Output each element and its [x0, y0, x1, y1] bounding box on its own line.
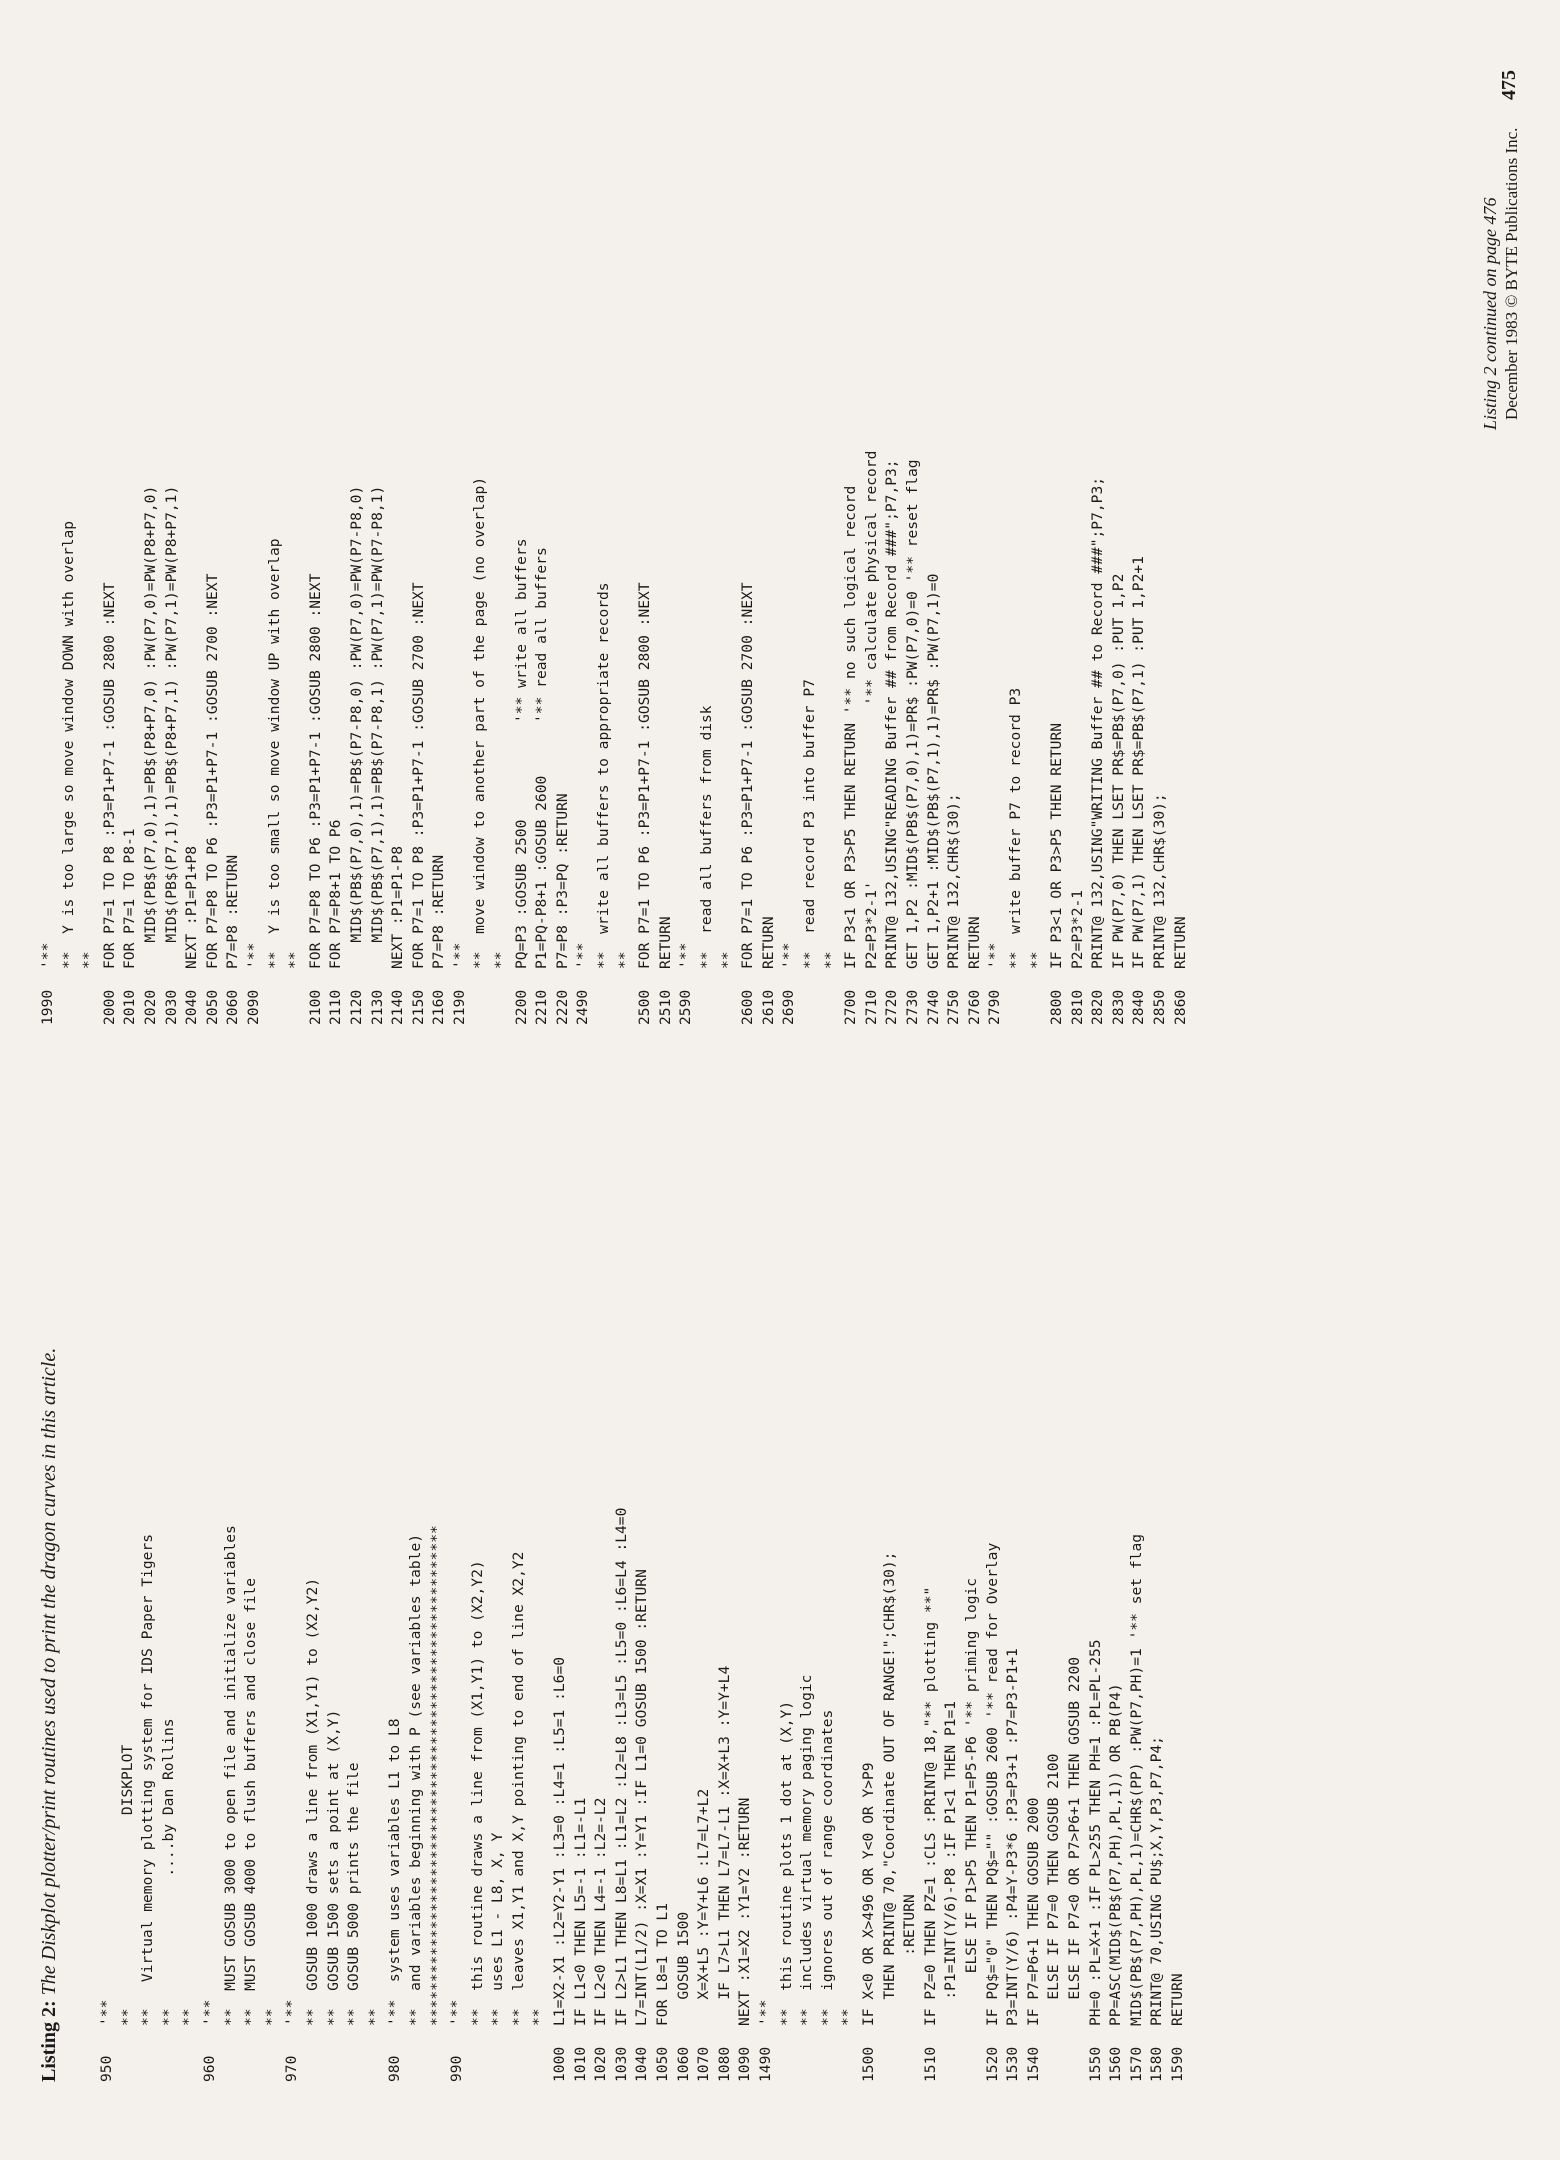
code-line [203, 35, 224, 1025]
code-line [594, 35, 615, 1025]
left-code-lines [97, 1092, 1188, 2082]
line-number: 2740 [924, 989, 942, 1025]
code-line [859, 1092, 880, 2082]
code-line [244, 35, 265, 1025]
line-number: 2710 [862, 989, 880, 1025]
line-number: 2040 [183, 989, 201, 1025]
code-text: '** [200, 1999, 218, 2026]
code-text: RETURN [1171, 916, 1189, 969]
code-text: P1=PQ-P8+1 :GOSUB 2600 '** read all buffers [533, 547, 551, 969]
line-number: 1040 [633, 2046, 651, 2082]
code-line [777, 1092, 798, 2082]
line-number: 2510 [656, 989, 674, 1025]
code-text: IF P7=P6+1 THEN GOSUB 2000 [1024, 1797, 1042, 2026]
code-line [1086, 1092, 1107, 2082]
code-line [921, 1092, 942, 2082]
code-text: P2=P3*2-1' '** calculate physical record [862, 450, 880, 969]
code-text: ** leaves X1,Y1 and X,Y pointing to end of line X2,Y2 [509, 1551, 527, 2026]
code-line [368, 35, 389, 1025]
line-number: 2100 [306, 989, 324, 1025]
line-number: 1510 [921, 2046, 939, 2082]
code-text: IF L7>L1 THEN L7=L7-L1 :X=X+L3 :Y=Y+L4 [715, 1665, 733, 2026]
line-number: 950 [98, 2055, 115, 2082]
code-line [282, 1092, 303, 2082]
code-text: ** DISKPLOT [118, 1744, 136, 2026]
code-text: ** MUST GOSUB 3000 to open file and initialize variables [221, 1525, 239, 2026]
code-text: FOR P7=1 TO P8 :P3=P1+P7-1 :GOSUB 2700 :NEXT [409, 582, 427, 969]
code-text: X=X+L5 :Y=Y+L6 :L7=L7+L2 [695, 1788, 713, 2026]
code-line [962, 1092, 983, 2082]
line-number: 2750 [945, 989, 963, 1025]
code-text: IF PQ$="0" THEN PQ$="" :GOSUB 2600 '** read for Overlay [983, 1542, 1001, 2026]
code-line [529, 1092, 550, 2082]
code-line [138, 1092, 159, 2082]
line-number: 2130 [368, 989, 386, 1025]
code-text: ** and variables beginning with P (see variables table) [406, 1533, 424, 2026]
code-line [532, 35, 553, 1025]
code-text: P2=P3*2-1 [1068, 889, 1086, 969]
line-number: 2830 [1109, 989, 1127, 1025]
code-text: NEXT :P1=P1+P8 [183, 845, 201, 969]
code-text: FOR P7=1 TO P8-1 [121, 828, 139, 969]
code-text: ** write all buffers to appropriate records [595, 582, 613, 969]
code-text: ** uses L1 - L8, X, Y [489, 1832, 507, 2026]
line-number: 1590 [1168, 2046, 1186, 2082]
line-number: 980 [386, 2055, 404, 2082]
line-number: 2150 [409, 989, 427, 1025]
code-line [241, 1092, 262, 2082]
line-number: 2800 [1048, 989, 1066, 1025]
code-text: ********************************************************* [427, 1525, 445, 2026]
code-line [1003, 1092, 1024, 2082]
line-number: 2860 [1171, 989, 1189, 1025]
code-text: PQ=P3 :GOSUB 2500 '** write all buffers [512, 538, 530, 969]
line-number: 2760 [965, 989, 983, 1025]
code-line [715, 1092, 736, 2082]
code-text: P7=P8 :RETURN [224, 854, 242, 969]
code-text: IF L2<0 THEN L4=-1 :L2=-L2 [592, 1797, 610, 2026]
code-line [573, 35, 594, 1025]
code-line [924, 35, 945, 1025]
line-number: 1580 [1148, 2046, 1166, 2082]
code-line [632, 1092, 653, 2082]
code-text: ELSE IF P7<0 OR P7>P6+1 THEN GOSUB 2200 [1065, 1656, 1083, 2026]
code-line [385, 1092, 406, 2082]
line-number: 1500 [859, 2046, 877, 2082]
code-text: MID$(PB$(P7,0),1)=PB$(P8+P7,0) :PW(P7,0)=PW(P8+P7,0) [141, 485, 159, 969]
code-line [985, 35, 1006, 1025]
code-line [1024, 1092, 1045, 2082]
code-line [880, 1092, 901, 2082]
code-text: PRINT@ 132,USING"WRITING Buffer ## to Record ###";P7,P3; [1089, 476, 1107, 969]
code-text: RETURN [759, 916, 777, 969]
code-line [800, 35, 821, 1025]
right-code-lines [38, 35, 1191, 1025]
listing-left-column [38, 1092, 1188, 2082]
code-line [612, 1092, 633, 2082]
code-line [653, 1092, 674, 2082]
code-line [697, 35, 718, 1025]
code-line [347, 35, 368, 1025]
code-line [59, 35, 80, 1025]
code-line [882, 35, 903, 1025]
code-line [512, 35, 533, 1025]
code-text: ** this routine plots 1 dot at (X,Y) [777, 1700, 795, 2026]
code-text: GOSUB 1500 [674, 1911, 692, 2026]
line-number: 1070 [695, 2046, 713, 2082]
footer-date: December 1983 © BYTE Publications Inc. [1502, 127, 1521, 420]
code-text: FOR P7=P8+1 TO P6 [327, 819, 345, 969]
code-text: L7=INT(L1/2) :X=X1 :Y=Y1 :IF L1=0 GOSUB 1500 :RETURN [633, 1569, 651, 2026]
line-number: 2140 [389, 989, 407, 1025]
line-number: 2190 [450, 989, 468, 1025]
line-number: 2840 [1130, 989, 1148, 1025]
line-number: 2030 [162, 989, 180, 1025]
code-line [983, 1092, 1004, 2082]
code-line [488, 1092, 509, 2082]
code-line [1129, 35, 1150, 1025]
line-number: 2160 [430, 989, 448, 1025]
code-text: ** ignores out of range coordinates [818, 1709, 836, 2026]
code-text: FOR P7=1 TO P6 :P3=P1+P7-1 :GOSUB 2800 :NEXT [636, 582, 654, 969]
code-line [591, 1092, 612, 2082]
line-number: 2600 [739, 989, 757, 1025]
code-text: IF PW(P7,1) THEN LSET PR$=PB$(P7,1) :PUT 1,P2+1 [1130, 556, 1148, 969]
code-line [615, 35, 636, 1025]
code-line [862, 35, 883, 1025]
line-number: 2790 [986, 989, 1004, 1025]
code-text: IF P3<1 OR P3>P5 THEN RETURN [1048, 722, 1066, 969]
code-text: ** [180, 2008, 198, 2026]
code-text: PH=0 :PL=X+1 :IF PL>255 THEN PH=1 :PL=PL-255 [1086, 1639, 1104, 2026]
code-text: FOR P7=P8 TO P6 :P3=P1+P7-1 :GOSUB 2700 :NEXT [203, 573, 221, 969]
line-number: 2720 [883, 989, 901, 1025]
code-text: IF L2>L1 THEN L8=L1 :L1=L2 :L2=L8 :L3=L5 :L5=0 :L6=L4 :L4=0 [612, 1507, 630, 2026]
code-text: RETURN [656, 916, 674, 969]
code-text: IF X<0 OR X>496 OR Y<0 OR Y>P9 [859, 1762, 877, 2026]
code-line [265, 35, 286, 1025]
code-line [1027, 35, 1048, 1025]
code-line [509, 1092, 530, 2082]
code-line [179, 1092, 200, 2082]
line-number: 1000 [551, 2046, 569, 2082]
code-text: ** [718, 951, 736, 969]
code-text: ** move window to another part of the page (no overlap) [471, 476, 489, 969]
code-text: ** [286, 951, 304, 969]
line-number: 2020 [141, 989, 159, 1025]
code-text: GET 1,P2 :MID$(PB$(P7,0),1)=PR$ :PW(P7,0)=0 '** reset flag [903, 459, 921, 969]
line-number: 2820 [1089, 989, 1107, 1025]
code-text: PRINT@ 132,CHR$(30); [1151, 793, 1169, 969]
caption-text: The Diskplot plotter/print routines used to print the dragon curves in this article. [38, 1347, 60, 1996]
code-line [100, 35, 121, 1025]
code-text: ** includes virtual memory paging logic [798, 1674, 816, 2026]
code-text: '** [677, 942, 695, 969]
page-number: 475 [1498, 70, 1520, 100]
code-line [821, 35, 842, 1025]
code-text: THEN PRINT@ 70,"Coordinate OUT OF RANGE!";CHR$(30); [880, 1551, 898, 2026]
line-number: 2060 [224, 989, 242, 1025]
line-number: 1030 [612, 2046, 630, 2082]
code-line [1065, 1092, 1086, 2082]
code-line [738, 35, 759, 1025]
line-number: 2490 [574, 989, 592, 1025]
line-number: 2050 [203, 989, 221, 1025]
code-line [944, 35, 965, 1025]
code-text: IF PZ=0 THEN PZ=1 :CLS :PRINT@ 18,"** plotting **" [921, 1586, 939, 2026]
listing-right-column [38, 35, 1191, 1025]
code-text: FOR P7=P8 TO P6 :P3=P1+P7-1 :GOSUB 2800 :NEXT [306, 573, 324, 969]
line-number: 1570 [1127, 2046, 1145, 2082]
code-text: RETURN [965, 916, 983, 969]
code-text: P3=INT(Y/6) :P4=Y-P3*6 :P3=P3+1 :P7=P3-P1+1 [1004, 1648, 1022, 2026]
code-line [447, 1092, 468, 2082]
code-line [427, 1092, 448, 2082]
code-line [200, 1092, 221, 2082]
code-line [571, 1092, 592, 2082]
code-line [450, 35, 471, 1025]
code-text: GET 1,P2+1 :MID$(PB$(P7,1),1)=PR$ :PW(P7,1)=0 [924, 573, 942, 969]
code-text: :P1=INT(Y/6)-P8 :IF P1<1 THEN P1=1 [942, 1700, 960, 2026]
code-line [797, 1092, 818, 2082]
code-line [841, 35, 862, 1025]
line-number: 1060 [674, 2046, 692, 2082]
code-line [656, 35, 677, 1025]
code-line [406, 1092, 427, 2082]
line-number: 990 [448, 2055, 466, 2082]
code-text: ** [1027, 951, 1045, 969]
code-line [97, 1092, 118, 2082]
code-line [326, 35, 347, 1025]
code-line [262, 1092, 283, 2082]
code-line [735, 1092, 756, 2082]
code-line [324, 1092, 345, 2082]
code-text: PRINT@ 132,CHR$(30); [945, 793, 963, 969]
line-number: 2500 [636, 989, 654, 1025]
code-text: '** [574, 942, 592, 969]
code-text: ** read record P3 into buffer P7 [800, 679, 818, 969]
code-line [635, 35, 656, 1025]
code-line [303, 1092, 324, 2082]
code-line [306, 35, 327, 1025]
caption-label: Listing 2: [38, 2000, 60, 2082]
code-line [388, 35, 409, 1025]
code-line [491, 35, 512, 1025]
line-number: 2090 [244, 989, 262, 1025]
code-text: L1=X2-X1 :L2=Y2-Y1 :L3=0 :L4=1 :L5=1 :L6=0 [551, 1656, 569, 2026]
code-line [1109, 35, 1130, 1025]
code-text: ** write buffer P7 to record P3 [1006, 687, 1024, 969]
line-number: 2590 [677, 989, 695, 1025]
code-line [1006, 35, 1027, 1025]
code-line [159, 1092, 180, 2082]
code-line [676, 35, 697, 1025]
line-number: 1550 [1086, 2046, 1104, 2082]
line-number: 2730 [903, 989, 921, 1025]
code-text: PRINT@ 132,USING"READING Buffer ## from Record ###";P7,P3; [883, 459, 901, 969]
code-text: ** GOSUB 5000 prints the file [345, 1762, 363, 2026]
code-text: ** [615, 951, 633, 969]
code-text: MID$(PB$(P7,1),1)=PB$(P7-P8,1) :PW(P7,1)=PW(P7-P8,1) [368, 485, 386, 969]
line-number: 1020 [592, 2046, 610, 2082]
code-text: FOR P7=1 TO P6 :P3=P1+P7-1 :GOSUB 2700 :NEXT [739, 582, 757, 969]
code-line [900, 1092, 921, 2082]
code-text: ** ....by Dan Rollins [159, 1718, 177, 2026]
code-text: PP=ASC(MID$(PB$(P7,PH),PL,1)) OR PB(P4) [1107, 1683, 1125, 2026]
code-text: '** [39, 942, 56, 969]
code-line [223, 35, 244, 1025]
code-line [118, 1092, 139, 2082]
code-text: ** Y is too small so move window UP with overlap [265, 538, 283, 969]
line-number: 970 [283, 2055, 301, 2082]
code-line [1106, 1092, 1127, 2082]
code-line [1047, 35, 1068, 1025]
code-text: NEXT :X1=X2 :Y1=Y2 :RETURN [736, 1797, 754, 2026]
code-line [468, 1092, 489, 2082]
code-line [285, 35, 306, 1025]
code-line [1150, 35, 1171, 1025]
code-line [674, 1092, 695, 2082]
code-text: '** [450, 942, 468, 969]
line-number: 2110 [327, 989, 345, 1025]
code-text: ** GOSUB 1000 draws a line from (X1,Y1) to (X2,Y2) [303, 1577, 321, 2026]
code-line [718, 35, 739, 1025]
code-line [941, 1092, 962, 2082]
code-line [1068, 35, 1089, 1025]
code-line [38, 35, 59, 1025]
code-line [818, 1092, 839, 2082]
code-text: ** [821, 951, 839, 969]
code-line [221, 1092, 242, 2082]
code-line [965, 35, 986, 1025]
code-line [1044, 1092, 1065, 2082]
code-text: ** GOSUB 1500 sets a point at (X,Y) [324, 1709, 342, 2026]
code-text: PRINT@ 70,USING PU$;X,Y,P3,P7,P4; [1148, 1736, 1166, 2026]
line-number: 1010 [571, 2046, 589, 2082]
code-text: '** [283, 1999, 301, 2026]
code-line [550, 1092, 571, 2082]
code-text: '** [448, 1999, 466, 2026]
line-number: 2010 [121, 989, 139, 1025]
line-number: 1520 [983, 2046, 1001, 2082]
code-text: RETURN [1168, 1973, 1186, 2026]
continued-note: Listing 2 continued on page 476 [1480, 197, 1500, 430]
line-number: 2220 [553, 989, 571, 1025]
line-number: 2700 [842, 989, 860, 1025]
code-line [162, 35, 183, 1025]
code-text: MID$(PB$(P7,PH),PL,1)=CHR$(PP) :PW(P7,PH)=1 '** set flag [1127, 1533, 1145, 2026]
line-number: 1050 [654, 2046, 672, 2082]
code-text: ** MUST GOSUB 4000 to flush buffers and close file [242, 1577, 260, 2026]
code-text: FOR L8=1 TO L1 [654, 1902, 672, 2026]
line-number: 1540 [1024, 2046, 1042, 2082]
line-number: 1090 [736, 2046, 754, 2082]
code-line [1168, 1092, 1189, 2082]
code-line [141, 35, 162, 1025]
code-text: IF PW(P7,0) THEN LSET PR$=PB$(P7,0) :PUT 1,P2 [1109, 573, 1127, 969]
line-number: 960 [200, 2055, 218, 2082]
code-text: '** [780, 942, 798, 969]
code-line [120, 35, 141, 1025]
code-line [470, 35, 491, 1025]
line-number: 1530 [1004, 2046, 1022, 2082]
line-number: 1990 [39, 989, 56, 1025]
code-text: ** [365, 2008, 383, 2026]
code-text: MID$(PB$(P7,0),1)=PB$(P7-P8,0) :PW(P7,0)=PW(P7-P8,0) [347, 485, 365, 969]
code-text: '** [986, 942, 1004, 969]
code-line [1088, 35, 1109, 1025]
code-text: ** [262, 2008, 280, 2026]
line-number: 2850 [1151, 989, 1169, 1025]
code-text: '** [244, 942, 262, 969]
listing-caption [38, 1092, 61, 2082]
code-text: ** [839, 2008, 857, 2026]
line-number: 2000 [100, 989, 118, 1025]
line-number: 1080 [715, 2046, 733, 2082]
code-text: IF P3<1 OR P3>P5 THEN RETURN '** no such logical record [842, 485, 860, 969]
code-text: ** this routine draws a line from (X1,Y1) to (X2,Y2) [468, 1560, 486, 2026]
code-line [344, 1092, 365, 2082]
code-text: P7=P8 :RETURN [430, 854, 448, 969]
code-text: ** Y is too large so move window DOWN with overlap [59, 520, 77, 969]
code-text: FOR P7=1 TO P8 :P3=P1+P7-1 :GOSUB 2800 :NEXT [100, 582, 118, 969]
code-line [779, 35, 800, 1025]
code-line [365, 1092, 386, 2082]
line-number: 2690 [780, 989, 798, 1025]
line-number: 2810 [1068, 989, 1086, 1025]
code-text: '** system uses variables L1 to L8 [386, 1718, 404, 2026]
code-line [429, 35, 450, 1025]
code-text: ** [80, 951, 98, 969]
code-text: ELSE IF P1>P5 THEN P1=P5-P6 '** priming logic [962, 1577, 980, 2026]
code-text: :RETURN [901, 1894, 919, 2026]
code-line [1127, 1092, 1148, 2082]
line-number: 1490 [757, 2046, 774, 2082]
code-line [409, 35, 430, 1025]
code-text: IF L1<0 THEN L5=-1 :L1=-L1 [571, 1797, 589, 2026]
code-text: NEXT :P1=P1-P8 [389, 845, 407, 969]
line-number: 2120 [347, 989, 365, 1025]
code-text: MID$(PB$(P7,1),1)=PB$(P8+P7,1) :PW(P7,1)=PW(P8+P7,1) [162, 485, 180, 969]
code-text: ** [492, 951, 510, 969]
line-number: 2210 [533, 989, 551, 1025]
line-number: 2200 [512, 989, 530, 1025]
code-text: ELSE IF P7=0 THEN GOSUB 2100 [1045, 1753, 1063, 2026]
code-text: '** [757, 1999, 774, 2026]
code-line [903, 35, 924, 1025]
code-text: ** Virtual memory plotting system for IDS Paper Tigers [139, 1533, 157, 2026]
code-line [838, 1092, 859, 2082]
line-number: 1560 [1107, 2046, 1125, 2082]
code-line [759, 35, 780, 1025]
code-text: P7=P8 :P3=PQ :RETURN [553, 793, 571, 969]
code-line [79, 35, 100, 1025]
code-line [182, 35, 203, 1025]
code-line [694, 1092, 715, 2082]
line-number: 2610 [759, 989, 777, 1025]
code-text: ** read all buffers from disk [698, 705, 715, 969]
code-line [1171, 35, 1192, 1025]
code-line [756, 1092, 777, 2082]
code-line [553, 35, 574, 1025]
code-line [1147, 1092, 1168, 2082]
code-text: ** [530, 2008, 548, 2026]
code-text: '** [98, 1999, 115, 2026]
